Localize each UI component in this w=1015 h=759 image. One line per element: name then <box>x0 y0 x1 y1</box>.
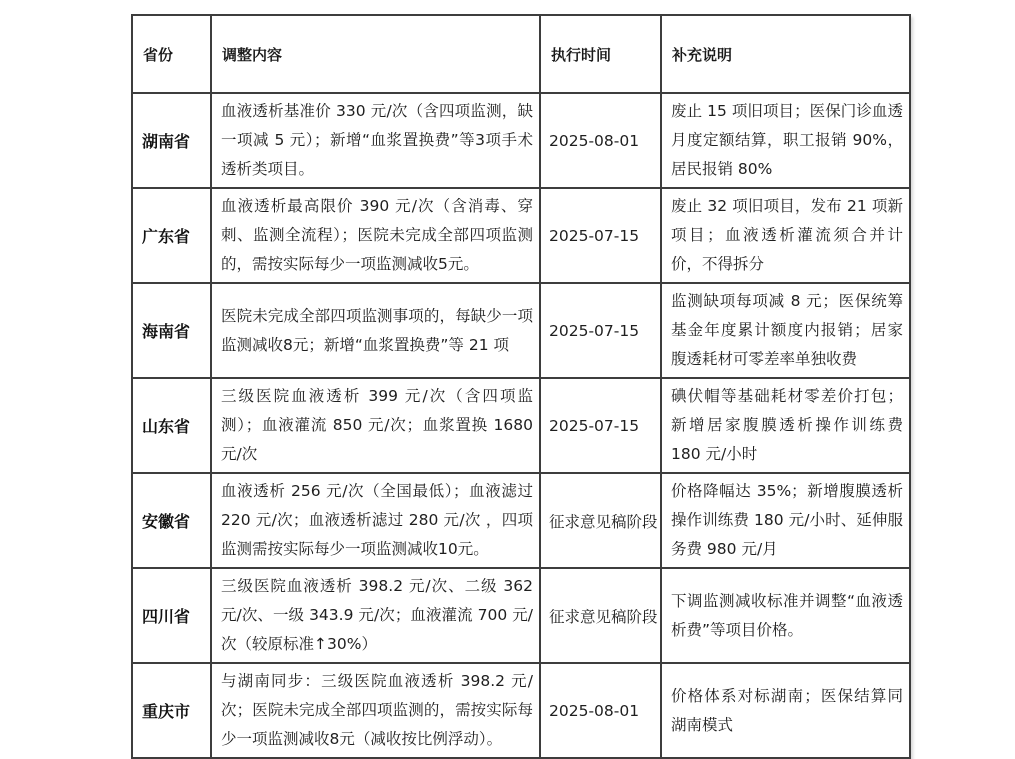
cell-adjustment-content: 三级医院血液透析 399 元/次（含四项监测）；血液灌流 850 元/次；血浆置换 1680 元/次 <box>211 378 540 473</box>
cell-adjustment-content: 医院未完成全部四项监测事项的，每缺少一项监测减收8元；新增“血浆置换费”等 21 项 <box>211 283 540 378</box>
header-cell-note: 补充说明 <box>661 15 910 93</box>
table-row-guangdong <box>132 188 910 283</box>
cell-supplementary-note: 价格降幅达 35%；新增腹膜透析操作训练费 180 元/小时、延伸服务费 980 元/月 <box>661 473 910 568</box>
table-row-hainan <box>132 283 910 378</box>
cell-effective-date: 2025-08-01 <box>540 663 661 758</box>
cell-province: 广东省 <box>132 188 211 283</box>
header-cell-province: 省份 <box>132 15 211 93</box>
cell-effective-date: 2025-07-15 <box>540 283 661 378</box>
cell-supplementary-note: 废止 32 项旧项目，发布 21 项新项目；血液透析灌流须合并计价，不得拆分 <box>661 188 910 283</box>
cell-adjustment-content: 三级医院血液透析 398.2 元/次、二级 362 元/次、一级 343.9 元/次；血液灌流 700 元/次（较原标准↑30%） <box>211 568 540 663</box>
cell-province: 安徽省 <box>132 473 211 568</box>
table-row-sichuan <box>132 568 910 663</box>
cell-adjustment-content: 血液透析最高限价 390 元/次（含消毒、穿刺、监测全流程）；医院未完成全部四项监测的，需按实际每少一项监测减收5元。 <box>211 188 540 283</box>
cell-province: 湖南省 <box>132 93 211 188</box>
cell-supplementary-note: 废止 15 项旧项目；医保门诊血透月度定额结算，职工报销 90%，居民报销 80% <box>661 93 910 188</box>
cell-effective-date: 2025-07-15 <box>540 378 661 473</box>
cell-supplementary-note: 监测缺项每项减 8 元；医保统筹基金年度累计额度内报销；居家腹透耗材可零差率单独收费 <box>661 283 910 378</box>
table-row-hunan <box>132 93 910 188</box>
table-row-chongqing <box>132 663 910 758</box>
cell-effective-date: 征求意见稿阶段 <box>540 473 661 568</box>
cell-supplementary-note: 碘伏帽等基础耗材零差价打包；新增居家腹膜透析操作训练费 180 元/小时 <box>661 378 910 473</box>
cell-adjustment-content: 血液透析基准价 330 元/次（含四项监测，缺一项减 5 元）；新增“血浆置换费”等3项手术透析类项目。 <box>211 93 540 188</box>
dialysis-pricing-table-container <box>131 14 911 759</box>
table-row-anhui <box>132 473 910 568</box>
cell-effective-date: 征求意见稿阶段 <box>540 568 661 663</box>
header-cell-time: 执行时间 <box>540 15 661 93</box>
cell-effective-date: 2025-08-01 <box>540 93 661 188</box>
cell-adjustment-content: 血液透析 256 元/次（全国最低）；血液滤过 220 元/次；血液透析滤过 280 元/次 ，四项监测需按实际每少一项监测减收10元。 <box>211 473 540 568</box>
cell-province: 山东省 <box>132 378 211 473</box>
table-row-shandong <box>132 378 910 473</box>
cell-province: 重庆市 <box>132 663 211 758</box>
cell-effective-date: 2025-07-15 <box>540 188 661 283</box>
cell-province: 海南省 <box>132 283 211 378</box>
dialysis-pricing-table <box>131 14 911 759</box>
table-header-row <box>132 15 910 93</box>
cell-supplementary-note: 价格体系对标湖南；医保结算同湖南模式 <box>661 663 910 758</box>
cell-adjustment-content: 与湖南同步：三级医院血液透析 398.2 元/次；医院未完成全部四项监测的，需按实际每少一项监测减收8元（减收按比例浮动）。 <box>211 663 540 758</box>
cell-supplementary-note: 下调监测减收标准并调整“血液透析费”等项目价格。 <box>661 568 910 663</box>
header-cell-content: 调整内容 <box>211 15 540 93</box>
cell-province: 四川省 <box>132 568 211 663</box>
